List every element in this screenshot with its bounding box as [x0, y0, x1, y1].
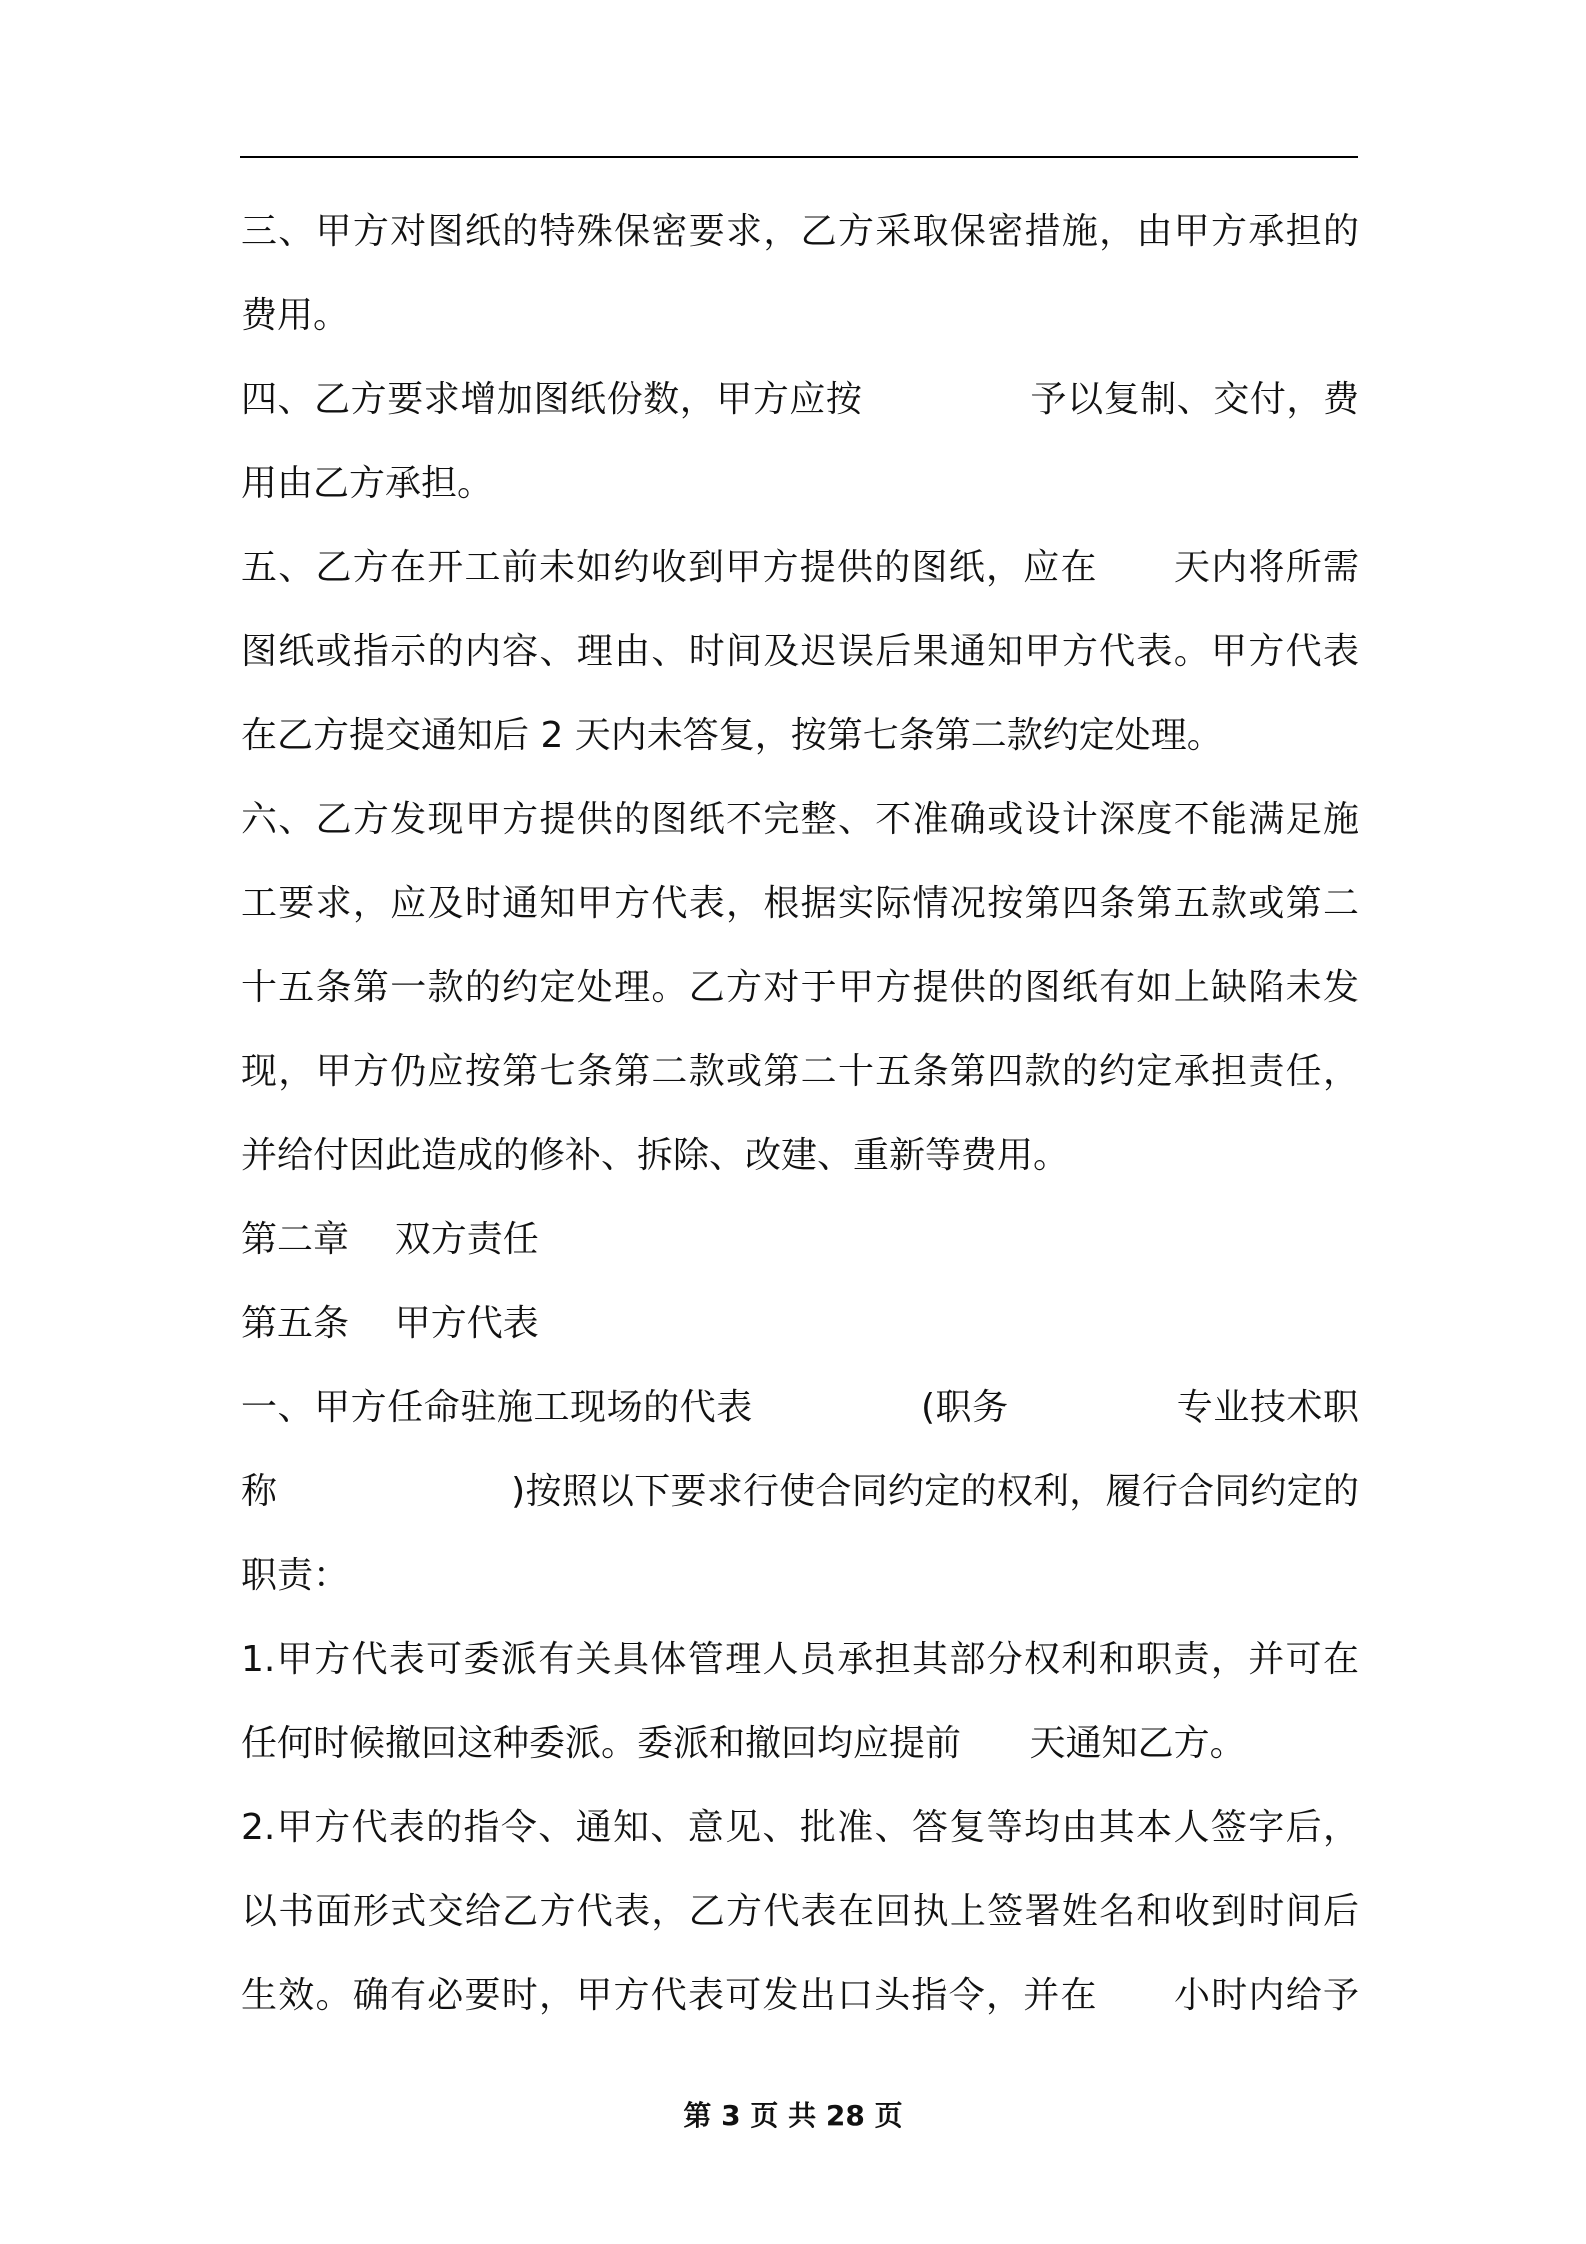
page-number: 第 3 页 共 28 页 — [683, 2099, 903, 2132]
body-line: 1.甲方代表可委派有关具体管理人员承担其部分权利和职责，并可在 — [241, 1639, 1359, 1680]
body-line: 十五条第一款的约定处理。乙方对于甲方提供的图纸有如上缺陷未发 — [241, 967, 1359, 1008]
body-line: 四、乙方要求增加图纸份数，甲方应按 予以复制、交付，费 — [241, 379, 1359, 420]
document-body — [241, 190, 1359, 2038]
body-line: 生效。确有必要时，甲方代表可发出口头指令，并在 小时内给予 — [241, 1975, 1359, 2016]
body-line: 用由乙方承担。 — [241, 463, 494, 504]
header-rule — [240, 156, 1358, 158]
body-line: 五、乙方在开工前未如约收到甲方提供的图纸，应在 天内将所需 — [241, 547, 1359, 588]
body-line: 以书面形式交给乙方代表，乙方代表在回执上签署姓名和收到时间后 — [241, 1891, 1359, 1932]
body-line: 费用。 — [241, 295, 350, 336]
body-line: 三、甲方对图纸的特殊保密要求，乙方采取保密措施，由甲方承担的 — [241, 211, 1359, 252]
body-line: 职责： — [241, 1555, 350, 1596]
body-line: 现，甲方仍应按第七条第二款或第二十五条第四款的约定承担责任， — [241, 1051, 1359, 1092]
body-line: 在乙方提交通知后 2 天内未答复，按第七条第二款约定处理。 — [241, 715, 1223, 756]
body-line: 称 )按照以下要求行使合同约定的权利，履行合同约定的 — [241, 1471, 1359, 1512]
body-line: 一、甲方任命驻施工现场的代表 (职务 专业技术职 — [241, 1387, 1359, 1428]
body-line: 2.甲方代表的指令、通知、意见、批准、答复等均由其本人签字后， — [241, 1807, 1359, 1848]
chapter-heading: 第二章 双方责任 — [241, 1219, 539, 1260]
body-line: 工要求，应及时通知甲方代表，根据实际情况按第四条第五款或第二 — [241, 883, 1359, 924]
body-line: 并给付因此造成的修补、拆除、改建、重新等费用。 — [241, 1135, 1070, 1176]
article-heading: 第五条 甲方代表 — [241, 1303, 539, 1344]
body-line: 任何时候撤回这种委派。委派和撤回均应提前 天通知乙方。 — [241, 1723, 1246, 1764]
body-line: 六、乙方发现甲方提供的图纸不完整、不准确或设计深度不能满足施 — [241, 799, 1359, 840]
body-line: 图纸或指示的内容、理由、时间及迟误后果通知甲方代表。甲方代表 — [241, 631, 1359, 672]
